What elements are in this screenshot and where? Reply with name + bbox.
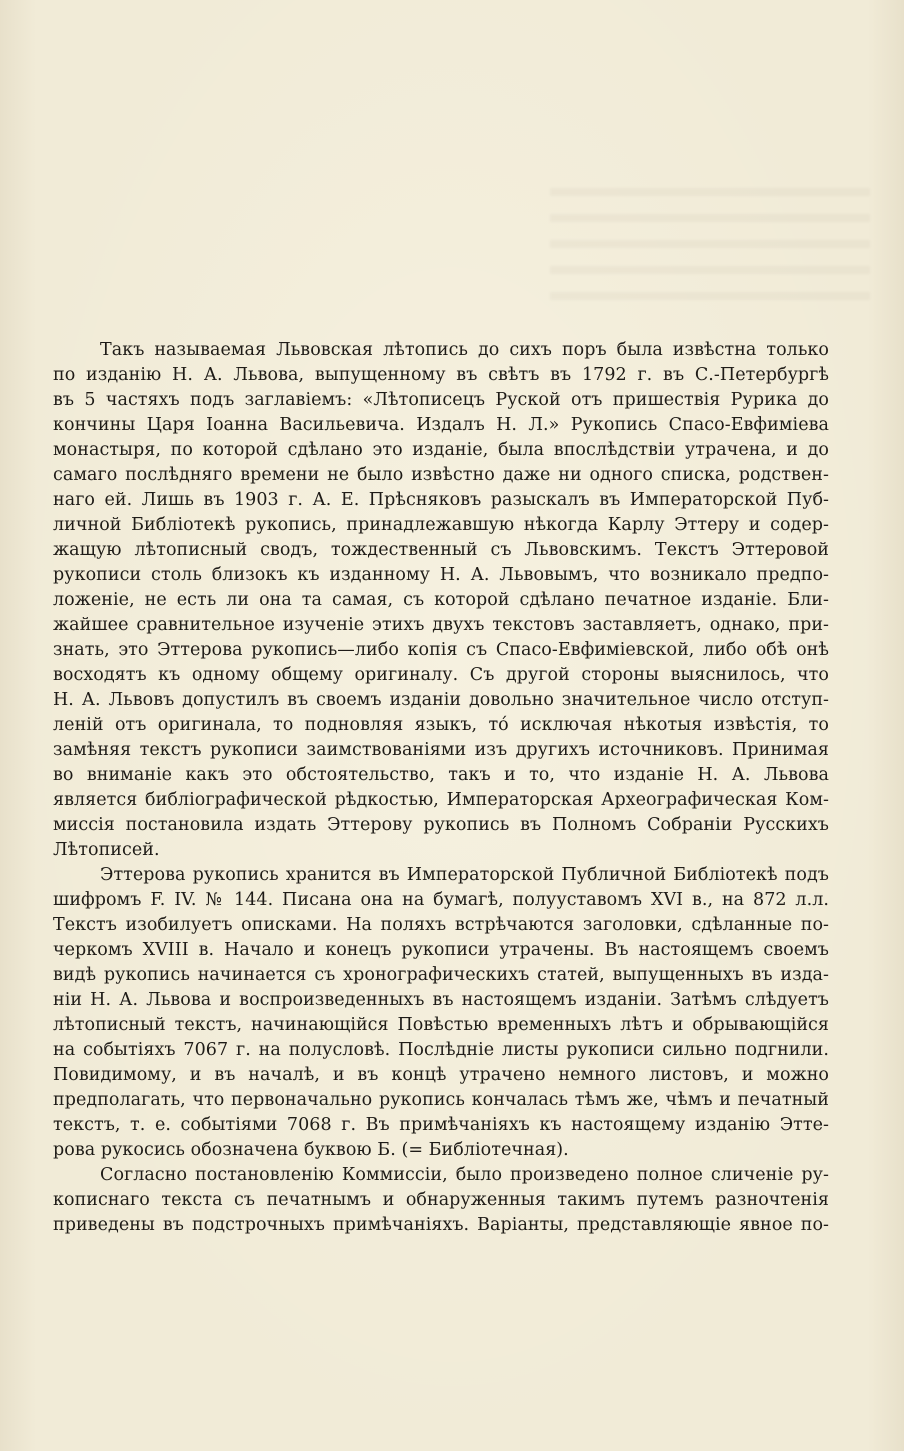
text-line: Согласно постановленію Коммиссіи, было произведено полное сличеніе ру- [100, 1165, 829, 1185]
text-line: личной Библіотекѣ рукопись, принадлежавшую нѣкогда Карлу Эттеру и содер- [53, 515, 829, 535]
text-line: рукописи столь близокъ къ изданному Н. А. Львовымъ, что возникало предпо- [53, 565, 829, 585]
text-line: Н. А. Львовъ допустилъ въ своемъ изданіи довольно значительное число отступ- [53, 690, 829, 710]
text-line: лѣтописный текстъ, начинающійся Повѣстью временныхъ лѣтъ и обрывающійся [53, 1015, 829, 1035]
text-line: монастыря, по которой сдѣлано это изданіе, была впослѣдствіи утрачена, и до [53, 440, 829, 460]
text-line: ніи Н. А. Львова и воспроизведенныхъ въ настоящемъ изданіи. Затѣмъ слѣдуетъ [53, 990, 829, 1010]
text-line: во вниманіе какъ это обстоятельство, такъ и то, что изданіе Н. А. Львова [53, 765, 829, 785]
text-line: Лѣтописей. [53, 840, 160, 860]
text-line: текстъ, т. е. событіями 7068 г. Въ примѣчаніяхъ къ настоящему изданію Этте- [53, 1115, 829, 1135]
body-text [53, 338, 829, 1238]
text-line: видѣ рукопись начинается съ хронографическихъ статей, выпущенныхъ въ изда- [53, 965, 829, 985]
text-line: по изданію Н. А. Львова, выпущенному въ свѣтъ въ 1792 г. въ С.-Петербургѣ [53, 365, 829, 385]
text-line: наго ей. Лишь въ 1903 г. А. Е. Прѣсняковъ разыскалъ въ Императорской Пуб- [53, 490, 829, 510]
text-line: въ 5 частяхъ подъ заглавіемъ: «Лѣтописецъ Руской отъ пришествія Рурика до [53, 390, 829, 410]
text-line: Эттерова рукопись хранится въ Императорской Публичной Библіотекѣ подъ [100, 865, 829, 885]
text-line: рова рукосись обозначена буквою Б. (= Библіотечная). [53, 1140, 569, 1160]
text-line: жащую лѣтописный сводъ, тождественный съ Львовскимъ. Текстъ Эттеровой [53, 540, 829, 560]
text-line: Текстъ изобилуетъ описками. На поляхъ встрѣчаются заголовки, сдѣланные по- [53, 915, 829, 935]
text-line: Такъ называемая Львовская лѣтопись до сихъ поръ была извѣстна только [100, 340, 829, 360]
text-line: предполагать, что первоначально рукопись кончалась тѣмъ же, чѣмъ и печатный [53, 1090, 829, 1110]
text-line: Повидимому, и въ началѣ, и въ концѣ утрачено немного листовъ, и можно [53, 1065, 829, 1085]
text-line: на событіяхъ 7067 г. на полусловѣ. Послѣдніе листы рукописи сильно подгнили. [53, 1040, 829, 1060]
text-line: является библіографической рѣдкостью, Императорская Археографическая Ком- [53, 790, 829, 810]
text-line: миссія постановила издать Эттерову рукопись въ Полномъ Собраніи Русскихъ [53, 815, 829, 835]
bleed-through-shadow [550, 170, 870, 300]
text-line: самаго послѣдняго времени не было извѣстно даже ни одного списка, родствен- [53, 465, 829, 485]
text-line: замѣняя текстъ рукописи заимствованіями изъ другихъ источниковъ. Принимая [53, 740, 829, 760]
text-line: кописнаго текста съ печатнымъ и обнаруженныя такимъ путемъ разночтенія [53, 1190, 829, 1210]
text-line: кончины Царя Іоанна Васильевича. Издалъ Н. Л.» Рукопись Спасо-Евфиміева [53, 415, 829, 435]
text-line: леній отъ оригинала, то подновляя языкъ, то́ исключая нѣкотыя извѣстія, то [53, 715, 829, 735]
text-line: жайшее сравнительное изученіе этихъ двухъ текстовъ заставляетъ, однако, при- [53, 615, 829, 635]
text-line: знать, это Эттерова рукопись—либо копія съ Спасо-Евфиміевской, либо обѣ онѣ [53, 640, 829, 660]
text-line: ложеніе, не есть ли она та самая, съ которой сдѣлано печатное изданіе. Бли- [53, 590, 829, 610]
text-line: черкомъ XVIII в. Начало и конецъ рукописи утрачены. Въ настоящемъ своемъ [53, 940, 829, 960]
text-line: восходятъ къ одному общему оригиналу. Съ другой стороны выяснилось, что [53, 665, 829, 685]
text-line: шифромъ F. IV. № 144. Писана она на бумагѣ, полууставомъ XVI в., на 872 л.л. [53, 890, 829, 910]
text-line: приведены въ подстрочныхъ примѣчаніяхъ. Варіанты, представляющіе явное по- [53, 1215, 829, 1235]
